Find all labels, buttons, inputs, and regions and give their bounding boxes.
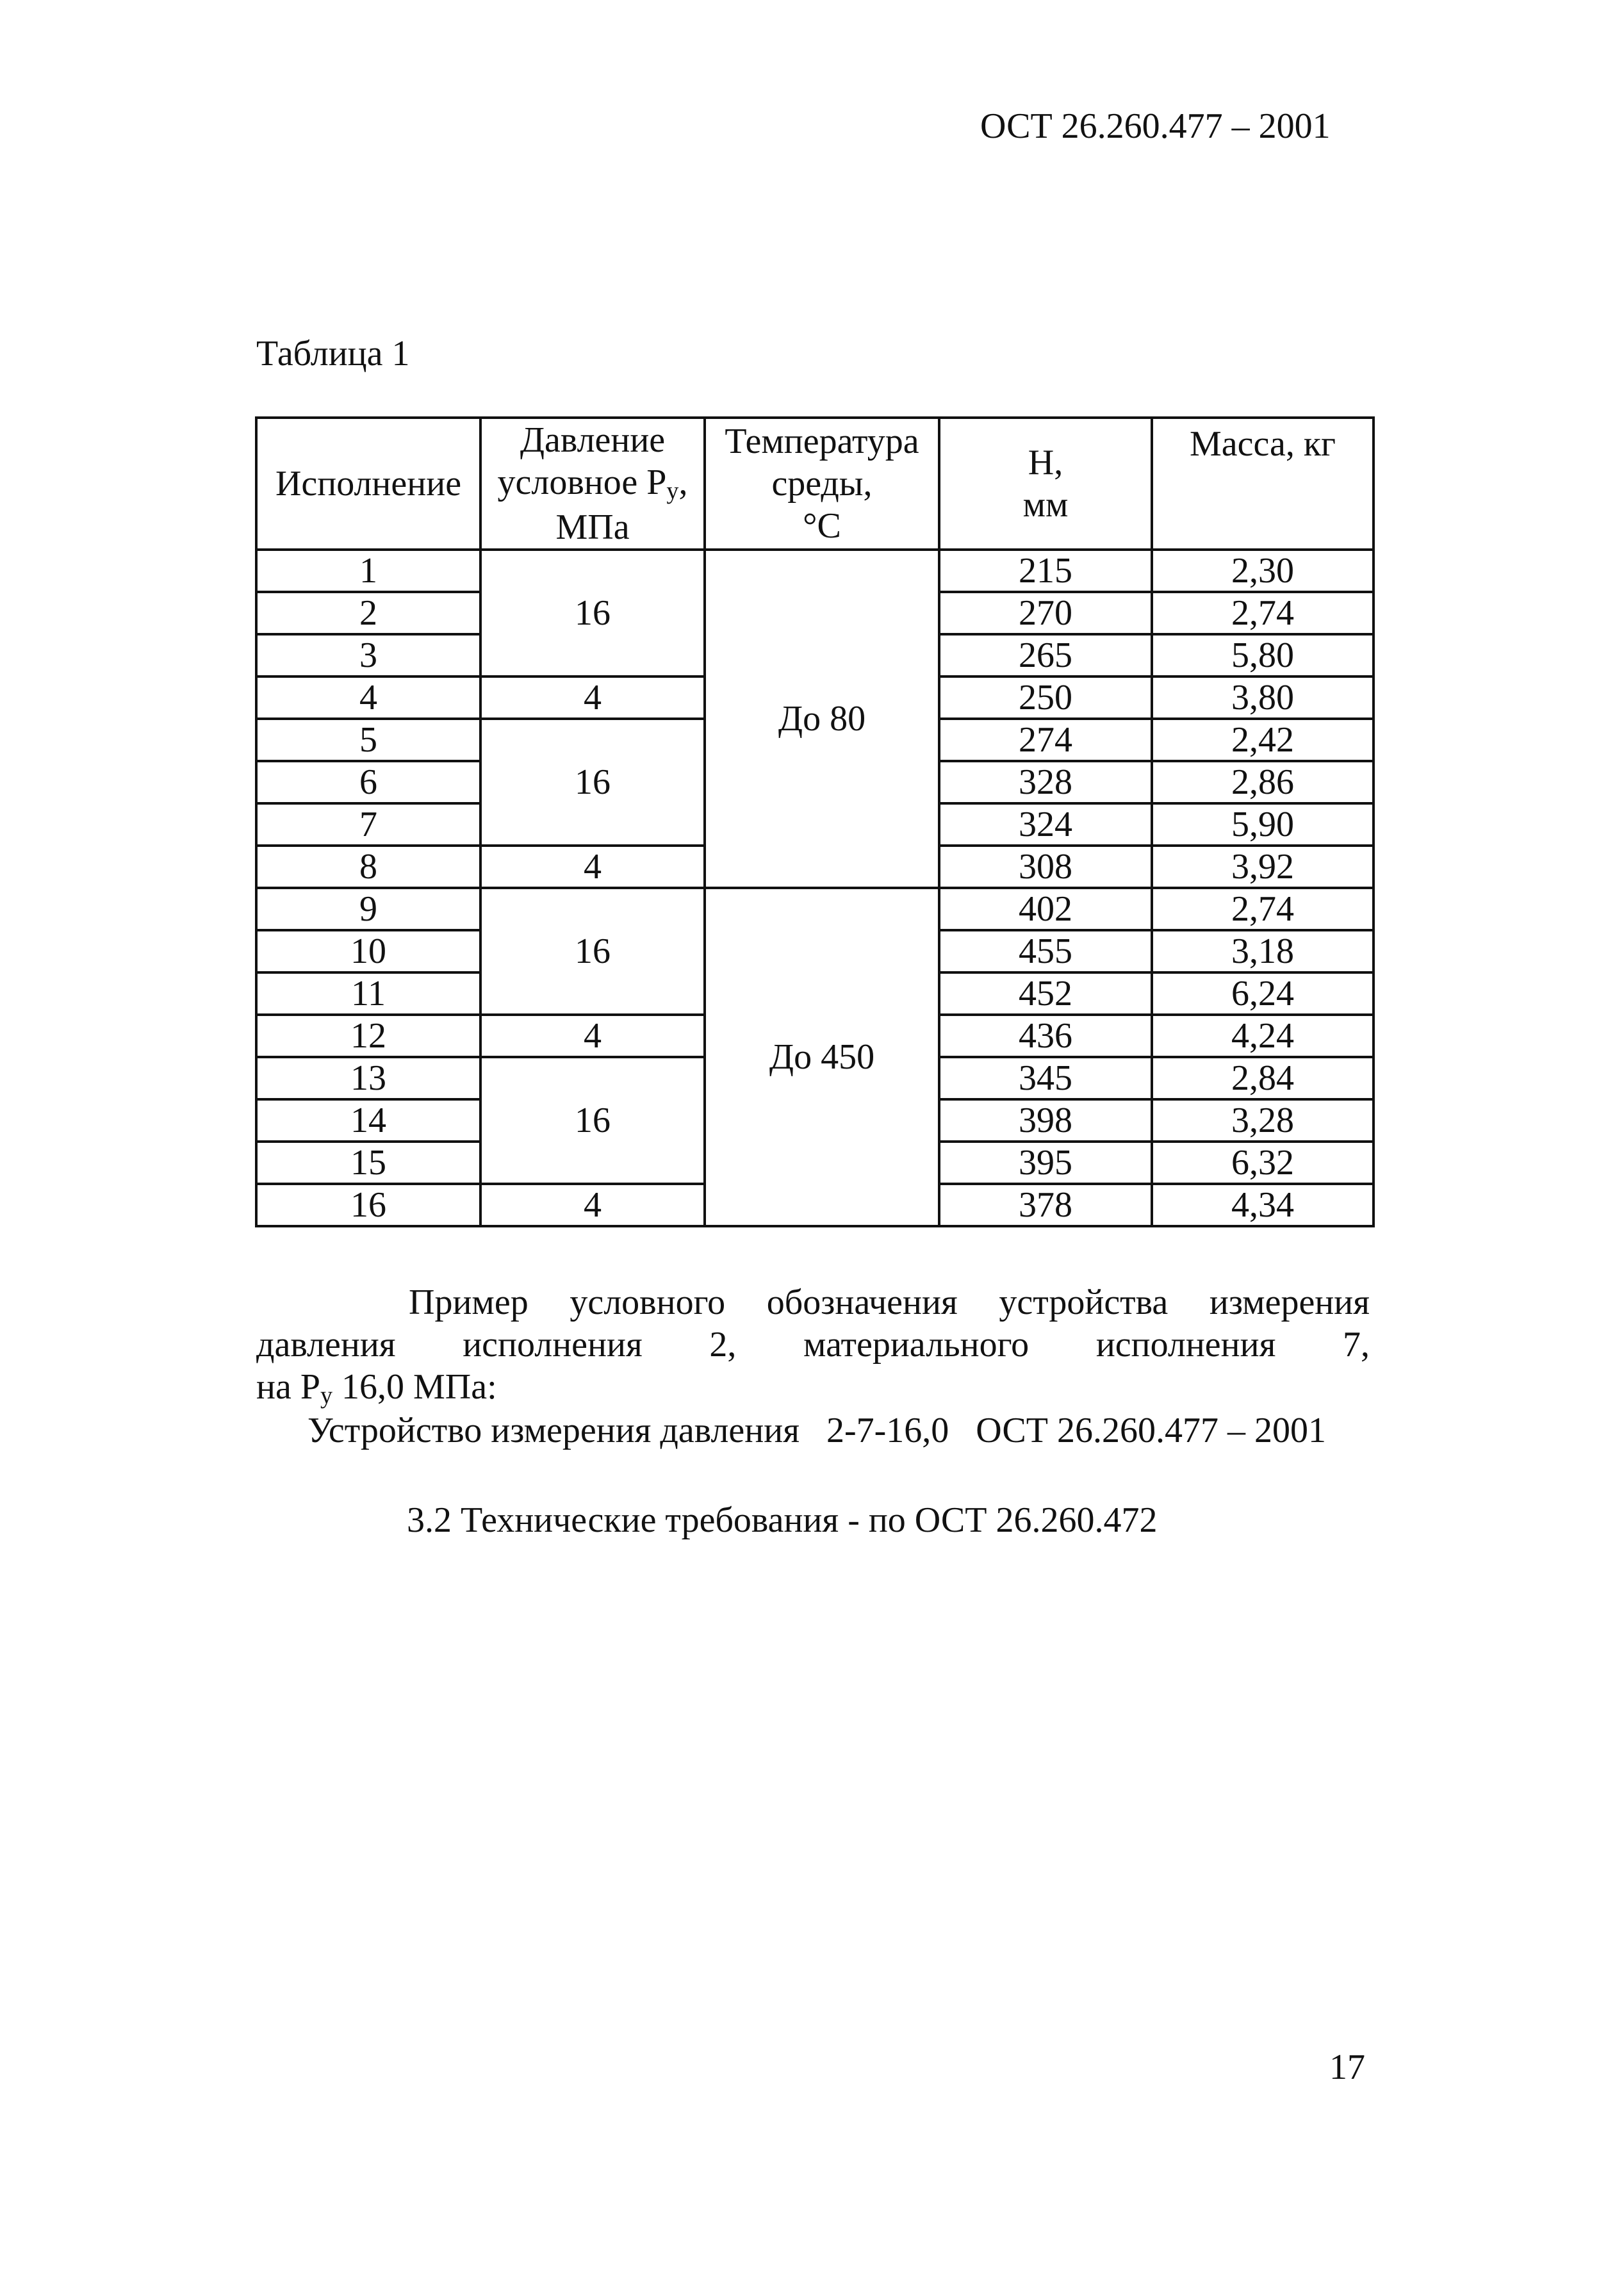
cell-execution: 13 <box>256 1057 480 1099</box>
cell-mass: 4,34 <box>1152 1184 1374 1226</box>
cell-height: 398 <box>939 1099 1152 1142</box>
header-height-line2: мм <box>1022 485 1069 525</box>
header-temperature-line3: °С <box>803 506 841 546</box>
cell-execution: 10 <box>256 930 480 972</box>
cell-pressure: 4 <box>480 676 705 719</box>
cell-mass: 2,74 <box>1152 592 1374 634</box>
header-execution: Исполнение <box>256 418 480 550</box>
section-technical-requirements: 3.2 Технические требования - по ОСТ 26.260.472 <box>407 1500 1158 1540</box>
cell-mass: 2,84 <box>1152 1057 1374 1099</box>
cell-height: 265 <box>939 634 1152 676</box>
cell-height: 270 <box>939 592 1152 634</box>
cell-height: 455 <box>939 930 1152 972</box>
cell-height: 324 <box>939 803 1152 846</box>
header-height-line1: H, <box>1028 442 1063 482</box>
cell-execution: 8 <box>256 846 480 888</box>
document-code: ОСТ 26.260.477 – 2001 <box>980 106 1331 146</box>
cell-pressure: 16 <box>480 719 705 846</box>
example-line-1: Пример условного обозначения устройства измерения <box>409 1283 1370 1322</box>
cell-pressure: 4 <box>480 1015 705 1057</box>
cell-execution: 3 <box>256 634 480 676</box>
header-height <box>939 418 1152 550</box>
table-row <box>256 888 1374 930</box>
cell-mass: 3,28 <box>1152 1099 1374 1142</box>
cell-execution: 16 <box>256 1184 480 1226</box>
cell-mass: 6,32 <box>1152 1142 1374 1184</box>
header-temperature-line2: среды, <box>771 463 873 504</box>
example-line-3-suffix: 16,0 МПа: <box>332 1367 497 1407</box>
example-line-3-sub: у <box>320 1382 333 1409</box>
header-temperature-line1: Температура <box>725 421 919 461</box>
cell-mass: 3,18 <box>1152 930 1374 972</box>
header-pressure-line1: Давление <box>520 420 666 461</box>
cell-height: 215 <box>939 550 1152 592</box>
cell-height: 395 <box>939 1142 1152 1184</box>
table-row <box>256 550 1374 592</box>
cell-mass: 2,42 <box>1152 719 1374 761</box>
cell-execution: 7 <box>256 803 480 846</box>
cell-pressure: 4 <box>480 1184 705 1226</box>
designation-name: Устройство измерения давления <box>308 1411 800 1450</box>
cell-execution: 12 <box>256 1015 480 1057</box>
cell-mass: 3,80 <box>1152 676 1374 719</box>
header-pressure-sub: у <box>666 477 679 505</box>
header-pressure <box>480 418 705 550</box>
cell-pressure: 4 <box>480 846 705 888</box>
designation-line <box>308 1409 1371 1452</box>
cell-execution: 6 <box>256 761 480 803</box>
header-mass: Масса, кг <box>1152 418 1374 550</box>
designation-standard: ОСТ 26.260.477 – 2001 <box>976 1411 1326 1450</box>
cell-mass: 6,24 <box>1152 972 1374 1015</box>
header-temperature <box>705 418 939 550</box>
designation-code: 2-7-16,0 <box>826 1411 949 1450</box>
table-body <box>256 550 1374 1226</box>
cell-execution: 9 <box>256 888 480 930</box>
cell-temperature: До 450 <box>705 888 939 1226</box>
example-line-2: давления исполнения 2, материального исполнения 7, <box>256 1325 1370 1365</box>
cell-pressure: 16 <box>480 550 705 676</box>
cell-mass: 5,90 <box>1152 803 1374 846</box>
cell-temperature: До 80 <box>705 550 939 888</box>
designation-example-paragraph <box>256 1281 1370 1417</box>
header-pressure-line3: МПа <box>555 507 630 547</box>
cell-mass: 3,92 <box>1152 846 1374 888</box>
cell-height: 402 <box>939 888 1152 930</box>
cell-height: 308 <box>939 846 1152 888</box>
table-caption: Таблица 1 <box>256 334 410 373</box>
cell-height: 274 <box>939 719 1152 761</box>
cell-execution: 4 <box>256 676 480 719</box>
example-line-3-prefix: на P <box>256 1367 320 1407</box>
cell-mass: 2,74 <box>1152 888 1374 930</box>
cell-height: 345 <box>939 1057 1152 1099</box>
cell-execution: 1 <box>256 550 480 592</box>
cell-execution: 14 <box>256 1099 480 1142</box>
header-pressure-comma: , <box>678 463 688 503</box>
cell-height: 378 <box>939 1184 1152 1226</box>
cell-execution: 11 <box>256 972 480 1015</box>
cell-mass: 4,24 <box>1152 1015 1374 1057</box>
cell-execution: 5 <box>256 719 480 761</box>
cell-height: 452 <box>939 972 1152 1015</box>
specification-table <box>255 416 1375 1227</box>
header-pressure-line2: условное P <box>497 463 667 503</box>
cell-mass: 5,80 <box>1152 634 1374 676</box>
cell-pressure: 16 <box>480 888 705 1015</box>
cell-execution: 15 <box>256 1142 480 1184</box>
table-header-row <box>256 418 1374 550</box>
cell-height: 250 <box>939 676 1152 719</box>
cell-execution: 2 <box>256 592 480 634</box>
cell-mass: 2,30 <box>1152 550 1374 592</box>
cell-pressure: 16 <box>480 1057 705 1184</box>
cell-height: 328 <box>939 761 1152 803</box>
page-number: 17 <box>1329 2047 1365 2087</box>
cell-height: 436 <box>939 1015 1152 1057</box>
cell-mass: 2,86 <box>1152 761 1374 803</box>
